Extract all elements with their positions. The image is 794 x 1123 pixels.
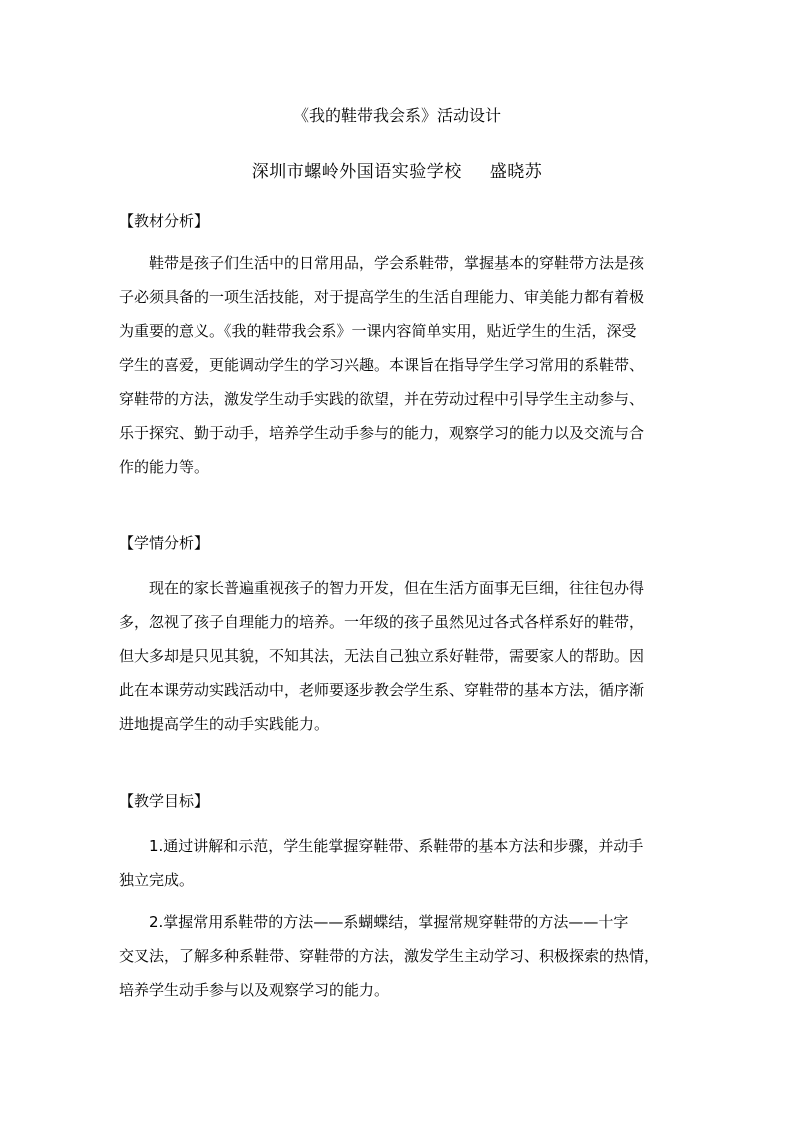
paragraph-line: 1.通过讲解和示范，学生能掌握穿鞋带、系鞋带的基本方法和步骤，并动手 — [149, 837, 644, 855]
section-heading-textbook-analysis: 【教材分析】 — [119, 212, 210, 230]
section-heading-teaching-goals: 【教学目标】 — [119, 792, 210, 810]
author-name: 盛晓苏 — [489, 162, 543, 182]
paragraph-line: 此在本课劳动实践活动中，老师要逐步教会学生系、穿鞋带的基本方法，循序渐 — [119, 681, 645, 699]
document-title: 《我的鞋带我会系》活动设计 — [292, 106, 501, 125]
byline — [0, 160, 794, 184]
goal-item-2 — [119, 905, 679, 1007]
paragraph-line: 进地提高学生的动手实践能力。 — [119, 715, 330, 733]
paragraph-line: 交叉法，了解多种系鞋带、穿鞋带的方法，激发学生主动学习、积极探索的热情， — [119, 947, 660, 965]
paragraph-line: 独立完成。 — [119, 871, 195, 889]
paragraph-line: 作的能力等。 — [119, 458, 210, 476]
paragraph-line: 鞋带是孩子们生活中的日常用品，学会系鞋带，掌握基本的穿鞋带方法是孩 — [149, 254, 645, 272]
goal-item-1 — [119, 829, 679, 897]
school-name: 深圳市螺岭外国语实验学校 — [251, 162, 462, 182]
section-heading-student-analysis: 【学情分析】 — [119, 534, 210, 552]
paragraph-line: 多，忽视了孩子自理能力的培养。一年级的孩子虽然见过各式各样系好的鞋带， — [119, 613, 645, 631]
paragraph-line: 乐于探究、勤于动手，培养学生动手参与的能力，观察学习的能力以及交流与合 — [119, 424, 645, 442]
paragraph-line: 为重要的意义。《我的鞋带我会系》一课内容简单实用，贴近学生的生活，深受 — [119, 322, 637, 340]
paragraph-line: 培养学生动手参与以及观察学习的能力。 — [119, 981, 390, 999]
paragraph-line: 但大多却是只见其貌，不知其法，无法自己独立系好鞋带，需要家人的帮助。因 — [119, 647, 645, 665]
paragraph-line: 现在的家长普遍重视孩子的智力开发，但在生活方面事无巨细，往往包办得 — [149, 579, 645, 597]
paragraph-textbook-analysis — [119, 246, 679, 484]
paragraph-student-analysis — [119, 571, 679, 741]
paragraph-line: 穿鞋带的方法，激发学生动手实践的欲望，并在劳动过程中引导学生主动参与、 — [119, 390, 645, 408]
paragraph-line: 2.掌握常用系鞋带的方法——系蝴蝶结，掌握常规穿鞋带的方法——十字 — [149, 913, 629, 931]
paragraph-line: 子必须具备的一项生活技能，对于提高学生的生活自理能力、审美能力都有着极 — [119, 288, 645, 306]
paragraph-line: 学生的喜爱，更能调动学生的学习兴趣。本课旨在指导学生学习常用的系鞋带、 — [119, 356, 645, 374]
